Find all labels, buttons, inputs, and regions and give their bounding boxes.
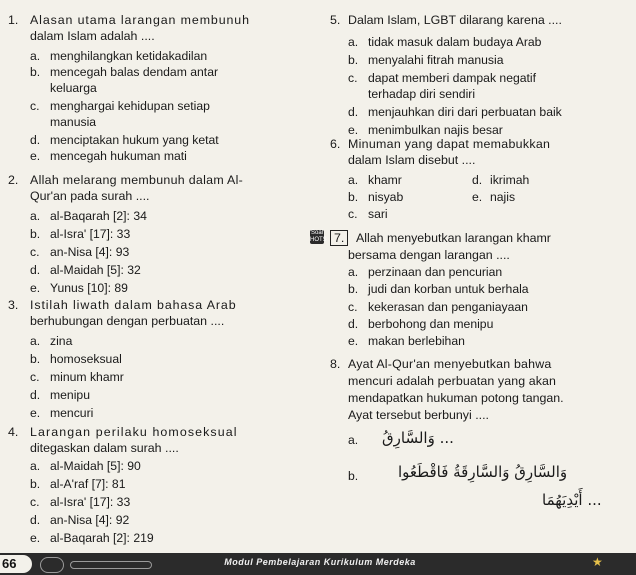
answer-option xyxy=(30,262,141,278)
option-text: perzinaan dan pencurian xyxy=(368,265,503,279)
option-letter: e. xyxy=(30,281,41,295)
answer-option xyxy=(348,52,504,68)
option-letter: a. xyxy=(348,433,359,447)
answer-option xyxy=(348,316,493,332)
option-letter: d. xyxy=(472,173,483,187)
answer-option xyxy=(348,468,368,484)
answer-option xyxy=(30,512,129,528)
answer-option xyxy=(348,333,465,349)
option-text: menciptakan hukum yang ketat xyxy=(50,133,219,147)
question-stem-line: Minuman yang dapat memabukkan xyxy=(348,137,551,151)
option-text: najis xyxy=(490,190,516,204)
answer-option xyxy=(30,244,129,260)
answer-option xyxy=(30,98,210,114)
answer-option xyxy=(348,34,541,50)
question-number: 5. xyxy=(330,13,341,27)
answer-option xyxy=(348,206,388,222)
question-number: 4. xyxy=(8,425,19,439)
option-letter: e. xyxy=(348,123,359,137)
question-stem-line: Qur'an pada surah .... xyxy=(30,189,150,203)
answer-option xyxy=(30,387,90,403)
answer-option xyxy=(30,333,72,349)
option-letter: d. xyxy=(348,105,359,119)
footer-bar xyxy=(0,553,636,575)
option-letter: b. xyxy=(348,190,359,204)
option-letter: e. xyxy=(472,190,483,204)
question-stem-line: Allah melarang membunuh dalam Al- xyxy=(30,173,244,187)
question-stem-line: Istilah liwath dalam bahasa Arab xyxy=(30,298,237,312)
answer-option xyxy=(472,189,515,205)
option-letter: a. xyxy=(348,35,359,49)
question-number: 8. xyxy=(330,357,341,371)
option-text: keluarga xyxy=(50,81,97,95)
option-text: judi dan korban untuk berhala xyxy=(368,282,529,296)
option-letter: d. xyxy=(348,317,359,331)
option-text: khamr xyxy=(368,173,402,187)
question-stem-line: ditegaskan dalam surah .... xyxy=(30,441,179,455)
option-letter: c. xyxy=(348,207,358,221)
option-text: dapat memberi dampak negatif xyxy=(368,71,537,85)
option-letter: b. xyxy=(30,65,41,79)
option-letter: e. xyxy=(30,149,41,163)
question-stem-line: Alasan utama larangan membunuh xyxy=(30,13,250,27)
option-text: menimbulkan najis besar xyxy=(368,123,503,137)
option-text: al-A'raf [7]: 81 xyxy=(50,477,126,491)
footer-decoration-bar xyxy=(70,561,152,569)
answer-option xyxy=(472,172,529,188)
option-text: zina xyxy=(50,334,73,348)
answer-option xyxy=(348,432,368,448)
option-letter: b. xyxy=(30,477,41,491)
option-text: al-Maidah [5]: 90 xyxy=(50,459,141,473)
question-number: 6. xyxy=(330,137,341,151)
option-text: menghargai kehidupan setiap xyxy=(50,99,210,113)
option-letter: d. xyxy=(30,388,41,402)
option-text: homoseksual xyxy=(50,352,122,366)
option-text: minum khamr xyxy=(50,370,124,384)
option-letter: d. xyxy=(30,133,41,147)
option-text: menyalahi fitrah manusia xyxy=(368,53,504,67)
arabic-option-text: ... أَيْدِيَهُمَا xyxy=(542,491,602,509)
option-letter: b. xyxy=(30,227,41,241)
question-number: 3. xyxy=(8,298,19,312)
option-letter: a. xyxy=(30,49,41,63)
question-stem-line: dalam Islam disebut .... xyxy=(348,153,476,167)
option-text: al-Maidah [5]: 32 xyxy=(50,263,141,277)
option-letter: b. xyxy=(348,469,359,483)
answer-option xyxy=(30,226,130,242)
option-text: tidak masuk dalam budaya Arab xyxy=(368,35,542,49)
answer-option xyxy=(348,264,502,280)
option-letter: a. xyxy=(30,209,41,223)
answer-option xyxy=(30,80,97,96)
option-text: al-Isra' [17]: 33 xyxy=(50,495,131,509)
question-stem-line: Ayat Al-Qur'an menyebutkan bahwa xyxy=(348,357,552,371)
option-text: Yunus [10]: 89 xyxy=(50,281,128,295)
answer-option xyxy=(30,64,218,80)
answer-option xyxy=(30,148,187,164)
answer-option xyxy=(30,114,96,130)
question-stem-line: Dalam Islam, LGBT dilarang karena .... xyxy=(348,13,562,27)
answer-option xyxy=(348,189,403,205)
option-text: terhadap diri sendiri xyxy=(368,87,476,101)
question-number: 1. xyxy=(8,13,19,27)
answer-option xyxy=(30,530,154,546)
option-text: berbohong dan menipu xyxy=(368,317,494,331)
option-letter: c. xyxy=(348,300,358,314)
option-text: mencegah balas dendam antar xyxy=(50,65,219,79)
arabic-option-text: وَالسَّارِقُ وَالسَّارِقَةُ فَاقْطَعُوا xyxy=(398,463,568,481)
answer-option xyxy=(30,458,141,474)
question-stem-line: berhubungan dengan perbuatan .... xyxy=(30,314,225,328)
hots-badge: Soal HOTS xyxy=(310,230,327,243)
question-number: 7. xyxy=(330,230,348,246)
option-letter: a. xyxy=(30,459,41,473)
option-letter: d. xyxy=(30,263,41,277)
answer-option xyxy=(30,351,122,367)
answer-option xyxy=(30,369,124,385)
question-stem-line: bersama dengan larangan .... xyxy=(348,248,510,262)
option-letter: c. xyxy=(30,99,40,113)
answer-option xyxy=(348,172,402,188)
option-text: kekerasan dan penganiayaan xyxy=(368,300,528,314)
question-stem-line: Ayat tersebut berbunyi .... xyxy=(348,408,489,422)
option-text: mencuri xyxy=(50,406,94,420)
option-letter: d. xyxy=(30,513,41,527)
answer-option xyxy=(348,104,562,120)
option-letter: b. xyxy=(348,282,359,296)
page-number: 66 xyxy=(0,555,32,573)
answer-option xyxy=(348,70,536,86)
option-text: nisyab xyxy=(368,190,404,204)
option-letter: c. xyxy=(30,495,40,509)
option-text: sari xyxy=(368,207,388,221)
answer-option xyxy=(30,494,130,510)
answer-option xyxy=(348,281,529,297)
question-stem-line: Allah menyebutkan larangan khamr xyxy=(356,231,551,245)
option-text: menghilangkan ketidakadilan xyxy=(50,49,208,63)
question-stem-line: mendapatkan hukuman potong tangan. xyxy=(348,391,564,405)
answer-option xyxy=(30,132,219,148)
star-icon: ★ xyxy=(592,555,603,569)
footer-decoration-icon xyxy=(40,557,64,573)
option-text: an-Nisa [4]: 92 xyxy=(50,513,130,527)
question-stem-line: dalam Islam adalah .... xyxy=(30,29,155,43)
option-text: al-Isra' [17]: 33 xyxy=(50,227,131,241)
answer-option xyxy=(30,476,126,492)
option-letter: e. xyxy=(30,531,41,545)
arabic-option-text: ... وَالسَّارِقُ xyxy=(382,429,454,447)
question-stem-line: mencuri adalah perbuatan yang akan xyxy=(348,374,556,388)
answer-option xyxy=(30,405,93,421)
answer-option xyxy=(348,86,475,102)
option-text: menjauhkan diri dari perbuatan baik xyxy=(368,105,562,119)
question-number: 2. xyxy=(8,173,19,187)
answer-option xyxy=(348,299,528,315)
option-text: an-Nisa [4]: 93 xyxy=(50,245,130,259)
answer-option xyxy=(30,280,128,296)
option-text: manusia xyxy=(50,115,97,129)
option-text: menipu xyxy=(50,388,90,402)
option-text: mencegah hukuman mati xyxy=(50,149,187,163)
option-letter: a. xyxy=(348,173,359,187)
option-letter: b. xyxy=(30,352,41,366)
option-letter: e. xyxy=(30,406,41,420)
question-stem-line: Larangan perilaku homoseksual xyxy=(30,425,238,439)
option-letter: c. xyxy=(30,370,40,384)
option-text: makan berlebihan xyxy=(368,334,465,348)
option-letter: a. xyxy=(30,334,41,348)
option-letter: e. xyxy=(348,334,359,348)
option-letter: a. xyxy=(348,265,359,279)
option-letter: c. xyxy=(30,245,40,259)
option-letter: b. xyxy=(348,53,359,67)
answer-option xyxy=(30,48,207,64)
option-text: ikrimah xyxy=(490,173,530,187)
answer-option xyxy=(30,208,147,224)
option-letter: c. xyxy=(348,71,358,85)
option-text: al-Baqarah [2]: 34 xyxy=(50,209,147,223)
footer-title: Modul Pembelajaran Kurikulum Merdeka xyxy=(224,557,416,567)
option-text: al-Baqarah [2]: 219 xyxy=(50,531,154,545)
